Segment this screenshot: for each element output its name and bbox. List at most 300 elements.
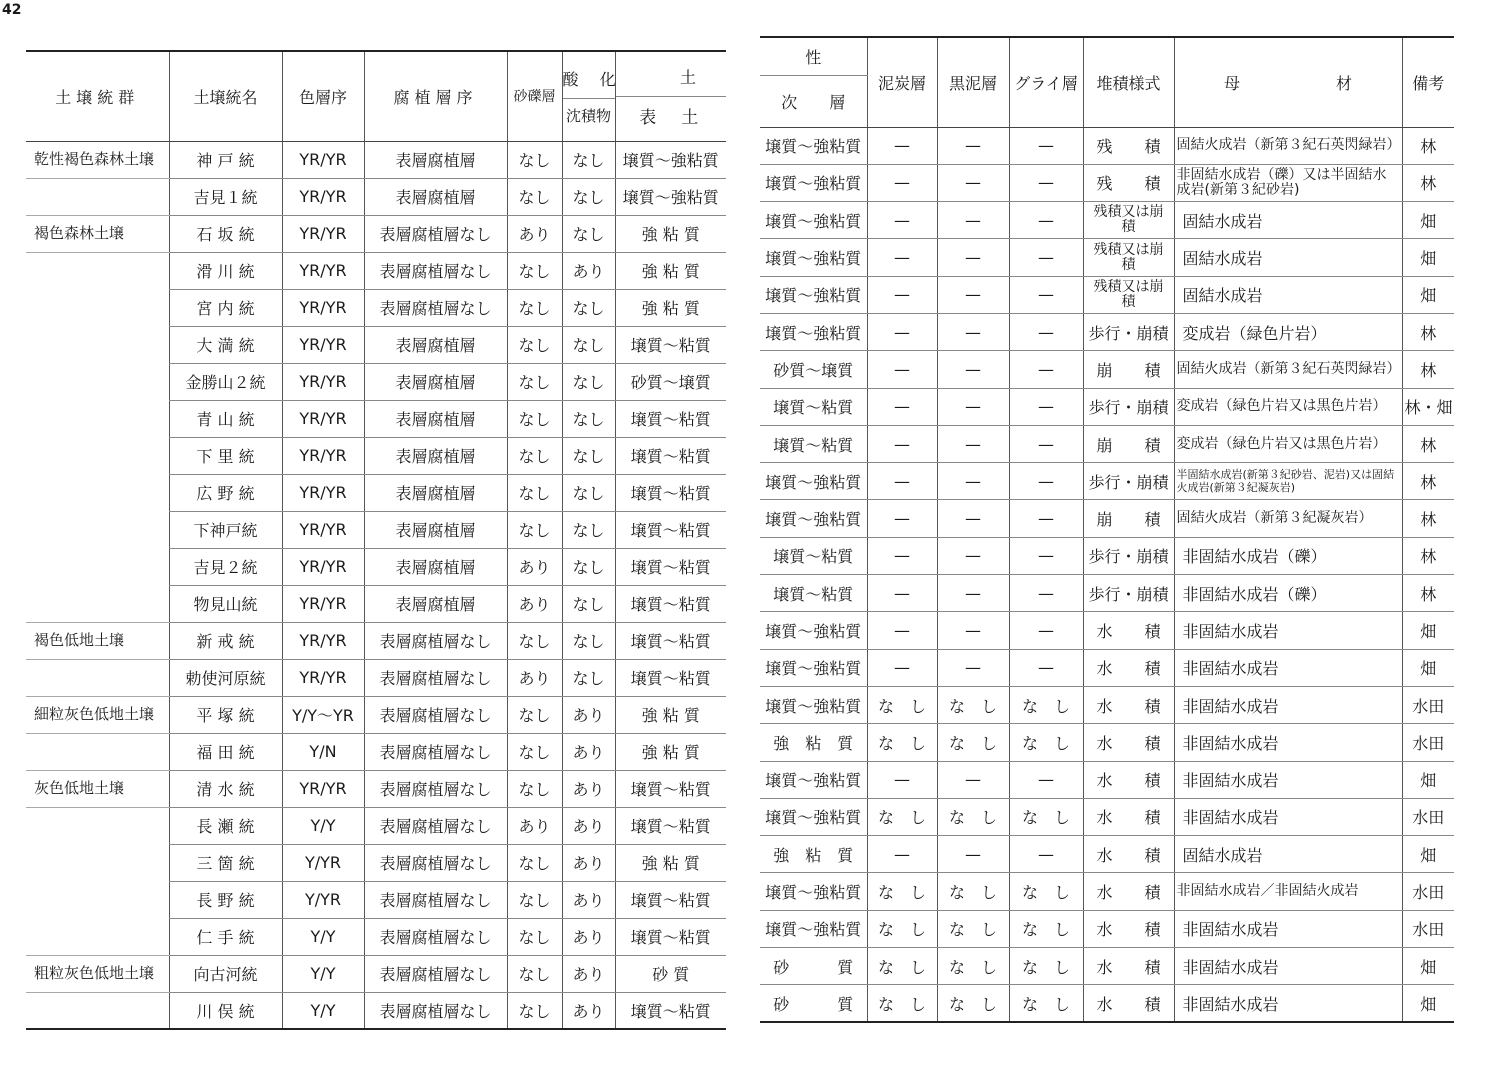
soil-series-name-cell: 大 満 統 bbox=[169, 326, 282, 363]
parent-material-cell: 非固結水成岩 bbox=[1174, 724, 1402, 761]
deposit-mode-cell: 水 積 bbox=[1083, 724, 1174, 761]
table-row bbox=[26, 733, 726, 770]
soil-series-name-cell: 川 俣 統 bbox=[169, 992, 282, 1029]
color-sequence-cell: YR/YR bbox=[282, 215, 364, 252]
table-row bbox=[760, 612, 1454, 649]
color-sequence-cell: Y/Y bbox=[282, 918, 364, 955]
deposit-mode-cell: 残 積 bbox=[1083, 127, 1174, 164]
black-mud-layer-cell: — bbox=[937, 500, 1009, 537]
peat-layer-cell: — bbox=[867, 127, 937, 164]
gley-layer-cell: な し bbox=[1009, 985, 1083, 1022]
gravel-layer-cell: あり bbox=[507, 807, 562, 844]
gravel-layer-cell: なし bbox=[507, 141, 562, 178]
peat-layer-cell: — bbox=[867, 500, 937, 537]
soil-group-cell: 乾性褐色森林土壌 bbox=[26, 141, 169, 178]
header-humus-sequence: 腐植層序 bbox=[364, 51, 507, 141]
deposit-mode-cell: 歩行・崩積 bbox=[1083, 575, 1174, 612]
parent-material-cell: 固結火成岩（新第３紀石英閃緑岩） bbox=[1174, 351, 1402, 388]
humus-sequence-cell: 表層腐植層 bbox=[364, 141, 507, 178]
deposit-mode-cell: 水 積 bbox=[1083, 910, 1174, 947]
black-mud-layer-cell: — bbox=[937, 463, 1009, 500]
peat-layer-cell: — bbox=[867, 463, 937, 500]
parent-material-cell: 非固結水成岩／非固結火成岩 bbox=[1174, 873, 1402, 910]
humus-sequence-cell: 表層腐植層なし bbox=[364, 807, 507, 844]
humus-sequence-cell: 表層腐植層なし bbox=[364, 252, 507, 289]
soil-series-name-cell: 下 里 統 bbox=[169, 437, 282, 474]
table-row bbox=[26, 474, 726, 511]
soil-group-cell: 褐色低地土壌 bbox=[26, 622, 169, 659]
black-mud-layer-cell: な し bbox=[937, 686, 1009, 723]
black-mud-layer-cell: な し bbox=[937, 910, 1009, 947]
color-sequence-cell: Y/Y～YR bbox=[282, 696, 364, 733]
surface-soil-cell: 砂質～壌質 bbox=[615, 363, 726, 400]
humus-sequence-cell: 表層腐植層 bbox=[364, 585, 507, 622]
deposit-mode-cell: 水 積 bbox=[1083, 761, 1174, 798]
header-gley-layer: グライ層 bbox=[1009, 37, 1083, 127]
oxidation-deposit-cell: あり bbox=[562, 992, 615, 1029]
page-number: 42 bbox=[2, 2, 22, 18]
parent-material-cell: 非固結水成岩 bbox=[1174, 910, 1402, 947]
table-row bbox=[26, 659, 726, 696]
deposit-mode-cell: 残積又は崩 積 bbox=[1083, 202, 1174, 239]
table-row bbox=[26, 252, 726, 289]
color-sequence-cell: YR/YR bbox=[282, 289, 364, 326]
oxidation-deposit-cell: なし bbox=[562, 178, 615, 215]
black-mud-layer-cell: — bbox=[937, 612, 1009, 649]
deposit-mode-cell: 歩行・崩積 bbox=[1083, 537, 1174, 574]
parent-material-cell: 半固結水成岩(新第３紀砂岩、泥岩)又は固結火成岩(新第３紀凝灰岩) bbox=[1174, 463, 1402, 500]
remarks-cell: 畑 bbox=[1402, 836, 1454, 873]
table-row bbox=[26, 918, 726, 955]
gley-layer-cell: — bbox=[1009, 239, 1083, 276]
soil-series-name-cell: 石 坂 統 bbox=[169, 215, 282, 252]
deposit-mode-cell: 水 積 bbox=[1083, 612, 1174, 649]
left-header-row bbox=[26, 51, 726, 141]
gley-layer-cell: な し bbox=[1009, 798, 1083, 835]
gravel-layer-cell: あり bbox=[507, 215, 562, 252]
remarks-cell: 水田 bbox=[1402, 910, 1454, 947]
table-row bbox=[26, 437, 726, 474]
soil-group-cell: 粗粒灰色低地土壌 bbox=[26, 955, 169, 992]
humus-sequence-cell: 表層腐植層なし bbox=[364, 289, 507, 326]
surface-soil-cell: 壌質～粘質 bbox=[615, 326, 726, 363]
black-mud-layer-cell: — bbox=[937, 127, 1009, 164]
black-mud-layer-cell: — bbox=[937, 351, 1009, 388]
header-surface-soil-bottom: 表 土 bbox=[616, 96, 727, 128]
soil-group-cell bbox=[26, 844, 169, 881]
parent-material-cell: 非固結水成岩（礫） bbox=[1174, 575, 1402, 612]
color-sequence-cell: YR/YR bbox=[282, 141, 364, 178]
black-mud-layer-cell: な し bbox=[937, 948, 1009, 985]
color-sequence-cell: YR/YR bbox=[282, 585, 364, 622]
soil-group-cell bbox=[26, 289, 169, 326]
header-texture-top: 性 bbox=[760, 37, 867, 75]
header-surface-soil bbox=[615, 51, 726, 141]
header-gravel-layer: 砂礫層 bbox=[507, 51, 562, 141]
subsoil-texture-cell: 壌質～強粘質 bbox=[760, 202, 867, 239]
subsoil-texture-cell: 壌質～強粘質 bbox=[760, 463, 867, 500]
subsoil-texture-cell: 強 粘 質 bbox=[760, 836, 867, 873]
oxidation-deposit-cell: なし bbox=[562, 474, 615, 511]
peat-layer-cell: な し bbox=[867, 798, 937, 835]
parent-material-cell: 変成岩（緑色片岩又は黒色片岩） bbox=[1174, 388, 1402, 425]
gley-layer-cell: な し bbox=[1009, 948, 1083, 985]
table-row bbox=[760, 500, 1454, 537]
surface-soil-cell: 壌質～粘質 bbox=[615, 659, 726, 696]
gley-layer-cell: — bbox=[1009, 463, 1083, 500]
remarks-cell: 畑 bbox=[1402, 612, 1454, 649]
soil-series-name-cell: 宮 内 統 bbox=[169, 289, 282, 326]
gravel-layer-cell: なし bbox=[507, 770, 562, 807]
peat-layer-cell: — bbox=[867, 351, 937, 388]
table-row bbox=[760, 127, 1454, 164]
humus-sequence-cell: 表層腐植層 bbox=[364, 511, 507, 548]
gley-layer-cell: な し bbox=[1009, 873, 1083, 910]
remarks-cell: 林 bbox=[1402, 425, 1454, 462]
black-mud-layer-cell: — bbox=[937, 761, 1009, 798]
humus-sequence-cell: 表層腐植層 bbox=[364, 474, 507, 511]
deposit-mode-cell: 残積又は崩 積 bbox=[1083, 276, 1174, 313]
header-oxidation-top: 酸 化 bbox=[562, 69, 624, 89]
table-row bbox=[760, 686, 1454, 723]
gley-layer-cell: な し bbox=[1009, 724, 1083, 761]
remarks-cell: 林 bbox=[1402, 575, 1454, 612]
soil-group-cell: 灰色低地土壌 bbox=[26, 770, 169, 807]
soil-series-name-cell: 新 戒 統 bbox=[169, 622, 282, 659]
deposit-mode-cell: 崩 積 bbox=[1083, 351, 1174, 388]
soil-group-cell bbox=[26, 918, 169, 955]
oxidation-deposit-cell: なし bbox=[562, 141, 615, 178]
table-row bbox=[26, 215, 726, 252]
header-black-mud-layer: 黒泥層 bbox=[937, 37, 1009, 127]
surface-soil-cell: 壌質～粘質 bbox=[615, 437, 726, 474]
gley-layer-cell: — bbox=[1009, 612, 1083, 649]
color-sequence-cell: YR/YR bbox=[282, 770, 364, 807]
deposit-mode-cell: 歩行・崩積 bbox=[1083, 463, 1174, 500]
subsoil-texture-cell: 壌質～強粘質 bbox=[760, 798, 867, 835]
table-row bbox=[760, 649, 1454, 686]
table-row bbox=[26, 363, 726, 400]
remarks-cell: 水田 bbox=[1402, 798, 1454, 835]
humus-sequence-cell: 表層腐植層 bbox=[364, 326, 507, 363]
surface-soil-cell: 壌質～粘質 bbox=[615, 807, 726, 844]
table-row bbox=[760, 873, 1454, 910]
remarks-cell: 林 bbox=[1402, 500, 1454, 537]
peat-layer-cell: — bbox=[867, 836, 937, 873]
surface-soil-cell: 壌質～粘質 bbox=[615, 585, 726, 622]
oxidation-deposit-cell: なし bbox=[562, 289, 615, 326]
gley-layer-cell: — bbox=[1009, 127, 1083, 164]
peat-layer-cell: — bbox=[867, 537, 937, 574]
gley-layer-cell: — bbox=[1009, 388, 1083, 425]
oxidation-deposit-cell: なし bbox=[562, 585, 615, 622]
soil-series-name-cell: 平 塚 統 bbox=[169, 696, 282, 733]
header-color-sequence: 色層序 bbox=[282, 51, 364, 141]
table-row bbox=[760, 202, 1454, 239]
remarks-cell: 林 bbox=[1402, 463, 1454, 500]
table-row bbox=[26, 770, 726, 807]
color-sequence-cell: YR/YR bbox=[282, 437, 364, 474]
oxidation-deposit-cell: なし bbox=[562, 363, 615, 400]
soil-group-cell bbox=[26, 659, 169, 696]
subsoil-texture-cell: 壌質～強粘質 bbox=[760, 910, 867, 947]
surface-soil-cell: 壌質～強粘質 bbox=[615, 141, 726, 178]
peat-layer-cell: な し bbox=[867, 985, 937, 1022]
color-sequence-cell: YR/YR bbox=[282, 400, 364, 437]
gravel-layer-cell: なし bbox=[507, 733, 562, 770]
gley-layer-cell: — bbox=[1009, 500, 1083, 537]
black-mud-layer-cell: な し bbox=[937, 985, 1009, 1022]
remarks-cell: 畑 bbox=[1402, 761, 1454, 798]
header-peat-layer: 泥炭層 bbox=[867, 37, 937, 127]
soil-series-name-cell: 清 水 統 bbox=[169, 770, 282, 807]
parent-material-cell: 固結水成岩 bbox=[1174, 202, 1402, 239]
oxidation-deposit-cell: なし bbox=[562, 437, 615, 474]
gley-layer-cell: — bbox=[1009, 164, 1083, 201]
soil-series-name-cell: 仁 手 統 bbox=[169, 918, 282, 955]
surface-soil-cell: 壌質～粘質 bbox=[615, 511, 726, 548]
humus-sequence-cell: 表層腐植層なし bbox=[364, 881, 507, 918]
soil-group-cell: 褐色森林土壌 bbox=[26, 215, 169, 252]
table-row bbox=[760, 910, 1454, 947]
parent-material-cell: 固結水成岩 bbox=[1174, 276, 1402, 313]
humus-sequence-cell: 表層腐植層なし bbox=[364, 918, 507, 955]
header-remarks: 備考 bbox=[1402, 37, 1454, 127]
soil-series-name-cell: 福 田 統 bbox=[169, 733, 282, 770]
color-sequence-cell: YR/YR bbox=[282, 511, 364, 548]
parent-material-cell: 非固結水成岩 bbox=[1174, 612, 1402, 649]
peat-layer-cell: — bbox=[867, 388, 937, 425]
parent-material-cell: 非固結水成岩（礫） bbox=[1174, 537, 1402, 574]
peat-layer-cell: — bbox=[867, 313, 937, 350]
subsoil-texture-cell: 砂 質 bbox=[760, 985, 867, 1022]
remarks-cell: 畑 bbox=[1402, 202, 1454, 239]
table-row bbox=[760, 239, 1454, 276]
gley-layer-cell: — bbox=[1009, 649, 1083, 686]
peat-layer-cell: — bbox=[867, 761, 937, 798]
gley-layer-cell: — bbox=[1009, 761, 1083, 798]
humus-sequence-cell: 表層腐植層 bbox=[364, 363, 507, 400]
surface-soil-cell: 壌質～粘質 bbox=[615, 400, 726, 437]
remarks-cell: 林 bbox=[1402, 164, 1454, 201]
gravel-layer-cell: なし bbox=[507, 326, 562, 363]
gravel-layer-cell: なし bbox=[507, 992, 562, 1029]
deposit-mode-cell: 残 積 bbox=[1083, 164, 1174, 201]
surface-soil-cell: 壌質～粘質 bbox=[615, 474, 726, 511]
humus-sequence-cell: 表層腐植層なし bbox=[364, 992, 507, 1029]
surface-soil-cell: 壌質～粘質 bbox=[615, 918, 726, 955]
gravel-layer-cell: なし bbox=[507, 844, 562, 881]
table-row bbox=[26, 289, 726, 326]
subsoil-texture-cell: 壌質～粘質 bbox=[760, 425, 867, 462]
oxidation-deposit-cell: あり bbox=[562, 918, 615, 955]
remarks-cell: 林 bbox=[1402, 313, 1454, 350]
oxidation-deposit-cell: あり bbox=[562, 955, 615, 992]
parent-material-cell: 固結火成岩（新第３紀石英閃緑岩） bbox=[1174, 127, 1402, 164]
gley-layer-cell: — bbox=[1009, 313, 1083, 350]
table-row bbox=[26, 844, 726, 881]
header-texture-bottom: 次 層 bbox=[760, 75, 867, 127]
oxidation-deposit-cell: なし bbox=[562, 400, 615, 437]
deposit-mode-cell: 水 積 bbox=[1083, 836, 1174, 873]
oxidation-deposit-cell: あり bbox=[562, 807, 615, 844]
table-row bbox=[760, 388, 1454, 425]
peat-layer-cell: — bbox=[867, 164, 937, 201]
parent-material-cell: 固結水成岩 bbox=[1174, 836, 1402, 873]
table-row bbox=[26, 992, 726, 1029]
surface-soil-cell: 強 粘 質 bbox=[615, 844, 726, 881]
oxidation-deposit-cell: なし bbox=[562, 215, 615, 252]
table-row bbox=[760, 351, 1454, 388]
subsoil-texture-cell: 壌質～強粘質 bbox=[760, 127, 867, 164]
soil-group-cell bbox=[26, 326, 169, 363]
color-sequence-cell: YR/YR bbox=[282, 178, 364, 215]
subsoil-texture-cell: 壌質～強粘質 bbox=[760, 276, 867, 313]
header-oxidation-bottom: 沈積物 bbox=[563, 98, 615, 126]
table-row bbox=[760, 463, 1454, 500]
soil-series-name-cell: 青 山 統 bbox=[169, 400, 282, 437]
humus-sequence-cell: 表層腐植層なし bbox=[364, 770, 507, 807]
remarks-cell: 林 bbox=[1402, 127, 1454, 164]
table-row bbox=[26, 141, 726, 178]
surface-soil-cell: 強 粘 質 bbox=[615, 252, 726, 289]
oxidation-deposit-cell: あり bbox=[562, 844, 615, 881]
header-soil-series-name: 土壌統名 bbox=[169, 51, 282, 141]
deposit-mode-cell: 水 積 bbox=[1083, 649, 1174, 686]
surface-soil-cell: 壌質～粘質 bbox=[615, 548, 726, 585]
oxidation-deposit-cell: あり bbox=[562, 733, 615, 770]
surface-soil-cell: 強 粘 質 bbox=[615, 696, 726, 733]
color-sequence-cell: YR/YR bbox=[282, 622, 364, 659]
deposit-mode-cell: 崩 積 bbox=[1083, 425, 1174, 462]
black-mud-layer-cell: — bbox=[937, 202, 1009, 239]
parent-material-cell: 変成岩（緑色片岩又は黒色片岩） bbox=[1174, 425, 1402, 462]
remarks-cell: 畑 bbox=[1402, 948, 1454, 985]
peat-layer-cell: な し bbox=[867, 724, 937, 761]
subsoil-texture-cell: 壌質～強粘質 bbox=[760, 313, 867, 350]
table-row bbox=[760, 276, 1454, 313]
subsoil-texture-cell: 壌質～強粘質 bbox=[760, 239, 867, 276]
black-mud-layer-cell: — bbox=[937, 836, 1009, 873]
oxidation-deposit-cell: なし bbox=[562, 326, 615, 363]
parent-material-cell: 非固結水成岩 bbox=[1174, 686, 1402, 723]
table-row bbox=[26, 511, 726, 548]
peat-layer-cell: — bbox=[867, 575, 937, 612]
color-sequence-cell: YR/YR bbox=[282, 474, 364, 511]
soil-group-cell bbox=[26, 252, 169, 289]
deposit-mode-cell: 残積又は崩 積 bbox=[1083, 239, 1174, 276]
gravel-layer-cell: なし bbox=[507, 400, 562, 437]
remarks-cell: 畑 bbox=[1402, 985, 1454, 1022]
color-sequence-cell: Y/Y bbox=[282, 955, 364, 992]
black-mud-layer-cell: — bbox=[937, 388, 1009, 425]
subsoil-texture-cell: 壌質～強粘質 bbox=[760, 164, 867, 201]
parent-material-cell: 非固結水成岩 bbox=[1174, 985, 1402, 1022]
gravel-layer-cell: なし bbox=[507, 881, 562, 918]
subsoil-texture-cell: 壌質～強粘質 bbox=[760, 686, 867, 723]
oxidation-deposit-cell: なし bbox=[562, 548, 615, 585]
header-soil-top: 土 bbox=[679, 67, 696, 87]
gravel-layer-cell: なし bbox=[507, 696, 562, 733]
soil-group-cell bbox=[26, 437, 169, 474]
parent-material-cell: 非固結水成岩 bbox=[1174, 649, 1402, 686]
humus-sequence-cell: 表層腐植層なし bbox=[364, 955, 507, 992]
soil-group-cell bbox=[26, 585, 169, 622]
black-mud-layer-cell: な し bbox=[937, 873, 1009, 910]
remarks-cell: 林・畑 bbox=[1402, 388, 1454, 425]
subsoil-texture-cell: 壌質～強粘質 bbox=[760, 500, 867, 537]
soil-series-name-cell: 長 野 統 bbox=[169, 881, 282, 918]
soil-series-name-cell: 向古河統 bbox=[169, 955, 282, 992]
deposit-mode-cell: 水 積 bbox=[1083, 798, 1174, 835]
soil-group-cell bbox=[26, 511, 169, 548]
soil-group-cell bbox=[26, 881, 169, 918]
peat-layer-cell: — bbox=[867, 425, 937, 462]
soil-group-cell bbox=[26, 474, 169, 511]
remarks-cell: 畑 bbox=[1402, 276, 1454, 313]
gravel-layer-cell: なし bbox=[507, 918, 562, 955]
deposit-mode-cell: 水 積 bbox=[1083, 686, 1174, 723]
gley-layer-cell: — bbox=[1009, 351, 1083, 388]
soil-series-name-cell: 金勝山２統 bbox=[169, 363, 282, 400]
header-oxidation-deposit bbox=[562, 51, 624, 141]
parent-material-cell: 固結水成岩 bbox=[1174, 239, 1402, 276]
surface-soil-cell: 壌質～粘質 bbox=[615, 881, 726, 918]
soil-group-cell bbox=[26, 807, 169, 844]
peat-layer-cell: — bbox=[867, 202, 937, 239]
soil-group-cell bbox=[26, 178, 169, 215]
gravel-layer-cell: なし bbox=[507, 289, 562, 326]
table-row bbox=[26, 585, 726, 622]
gravel-layer-cell: なし bbox=[507, 363, 562, 400]
parent-material-cell: 変成岩（緑色片岩） bbox=[1174, 313, 1402, 350]
gravel-layer-cell: なし bbox=[507, 474, 562, 511]
color-sequence-cell: YR/YR bbox=[282, 659, 364, 696]
parent-material-cell: 非固結水成岩（礫）又は半固結水成岩(新第３紀砂岩) bbox=[1174, 164, 1402, 201]
oxidation-deposit-cell: なし bbox=[562, 622, 615, 659]
surface-soil-cell: 強 粘 質 bbox=[615, 215, 726, 252]
black-mud-layer-cell: な し bbox=[937, 724, 1009, 761]
peat-layer-cell: — bbox=[867, 239, 937, 276]
header-soil-group: 土壌統群 bbox=[26, 51, 169, 141]
table-row bbox=[760, 985, 1454, 1022]
table-row bbox=[760, 164, 1454, 201]
soil-group-cell bbox=[26, 733, 169, 770]
black-mud-layer-cell: — bbox=[937, 575, 1009, 612]
humus-sequence-cell: 表層腐植層なし bbox=[364, 622, 507, 659]
remarks-cell: 林 bbox=[1402, 351, 1454, 388]
black-mud-layer-cell: — bbox=[937, 313, 1009, 350]
remarks-cell: 水田 bbox=[1402, 873, 1454, 910]
remarks-cell: 畑 bbox=[1402, 649, 1454, 686]
subsoil-texture-cell: 壌質～粘質 bbox=[760, 537, 867, 574]
gravel-layer-cell: なし bbox=[507, 511, 562, 548]
humus-sequence-cell: 表層腐植層 bbox=[364, 178, 507, 215]
subsoil-texture-cell: 砂 質 bbox=[760, 948, 867, 985]
soil-series-name-cell: 長 瀬 統 bbox=[169, 807, 282, 844]
gravel-layer-cell: あり bbox=[507, 585, 562, 622]
gley-layer-cell: — bbox=[1009, 425, 1083, 462]
black-mud-layer-cell: な し bbox=[937, 798, 1009, 835]
gley-layer-cell: — bbox=[1009, 537, 1083, 574]
peat-layer-cell: な し bbox=[867, 948, 937, 985]
table-row bbox=[760, 575, 1454, 612]
color-sequence-cell: Y/YR bbox=[282, 881, 364, 918]
deposit-mode-cell: 水 積 bbox=[1083, 948, 1174, 985]
subsoil-texture-cell: 砂質～壌質 bbox=[760, 351, 867, 388]
subsoil-texture-cell: 強 粘 質 bbox=[760, 724, 867, 761]
header-parent-material: 母 材 bbox=[1174, 37, 1402, 127]
